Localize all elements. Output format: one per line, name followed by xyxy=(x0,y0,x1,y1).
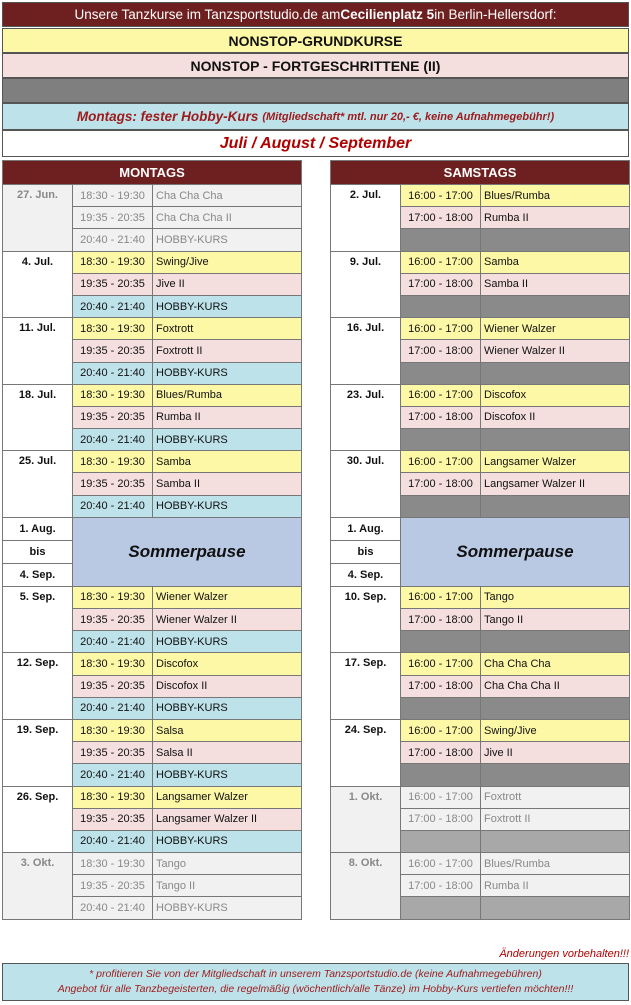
samstags-course: Samba II xyxy=(481,273,630,295)
samstags-time: 16:00 - 17:00 xyxy=(401,853,481,875)
samstags-course: Discofox xyxy=(481,384,630,406)
samstags-row xyxy=(331,384,630,406)
samstags-row xyxy=(331,653,630,675)
montags-course: HOBBY-KURS xyxy=(153,830,302,852)
montags-course: Langsamer Walzer II xyxy=(153,808,302,830)
montags-course: Tango II xyxy=(153,875,302,897)
montags-pause-date: bis xyxy=(3,540,73,563)
samstags-course: Samba xyxy=(481,251,630,273)
montags-course: Langsamer Walzer xyxy=(153,786,302,808)
samstags-course: Rumba II xyxy=(481,207,630,229)
samstags-time: 16:00 - 17:00 xyxy=(401,251,481,273)
samstags-sommerpause: Sommerpause xyxy=(401,517,630,586)
samstags-course: Foxtrott xyxy=(481,786,630,808)
samstags-heading: SAMSTAGS xyxy=(331,161,630,185)
title-post: in Berlin-Hellersdorf: xyxy=(434,7,557,22)
samstags-table xyxy=(330,160,630,920)
montags-course: Cha Cha Cha xyxy=(153,185,302,207)
montags-time: 19:35 - 20:35 xyxy=(73,742,153,764)
montags-row xyxy=(3,719,302,741)
samstags-course: Swing/Jive xyxy=(481,719,630,741)
montags-row xyxy=(3,318,302,340)
samstags-course xyxy=(481,295,630,317)
montags-course: HOBBY-KURS xyxy=(153,764,302,786)
fortgeschrittene-banner: NONSTOP - FORTGESCHRITTENE (II) xyxy=(2,53,629,78)
samstags-course xyxy=(481,229,630,251)
samstags-time: 16:00 - 17:00 xyxy=(401,586,481,608)
samstags-time xyxy=(401,631,481,653)
page-title xyxy=(2,2,629,27)
samstags-course xyxy=(481,764,630,786)
montags-time: 18:30 - 19:30 xyxy=(73,653,153,675)
montags-row xyxy=(3,451,302,473)
montags-time: 18:30 - 19:30 xyxy=(73,786,153,808)
samstags-course: Cha Cha Cha II xyxy=(481,675,630,697)
montags-heading: MONTAGS xyxy=(3,161,302,185)
montags-row xyxy=(3,786,302,808)
montags-course: Swing/Jive xyxy=(153,251,302,273)
samstags-course xyxy=(481,429,630,451)
samstags-time: 17:00 - 18:00 xyxy=(401,406,481,428)
samstags-time xyxy=(401,897,481,919)
montags-course: HOBBY-KURS xyxy=(153,229,302,251)
montags-course: Samba II xyxy=(153,473,302,495)
montags-row xyxy=(3,251,302,273)
montags-row xyxy=(3,586,302,608)
samstags-course: Wiener Walzer xyxy=(481,318,630,340)
montags-date: 25. Jul. xyxy=(3,451,73,518)
samstags-time: 16:00 - 17:00 xyxy=(401,185,481,207)
samstags-time xyxy=(401,495,481,517)
samstags-time: 17:00 - 18:00 xyxy=(401,207,481,229)
montags-time: 20:40 - 21:40 xyxy=(73,764,153,786)
montags-time: 19:35 - 20:35 xyxy=(73,609,153,631)
samstags-pause-date: bis xyxy=(331,540,401,563)
samstags-time xyxy=(401,764,481,786)
montags-course: Blues/Rumba xyxy=(153,384,302,406)
samstags-date: 1. Okt. xyxy=(331,786,401,853)
montags-course: Rumba II xyxy=(153,406,302,428)
hobby-detail: (Mitgliedschaft* mtl. nur 20,- €, keine Aufnahmegebühr!) xyxy=(262,110,555,123)
samstags-course: Wiener Walzer II xyxy=(481,340,630,362)
samstags-course: Langsamer Walzer xyxy=(481,451,630,473)
montags-time: 20:40 - 21:40 xyxy=(73,697,153,719)
montags-row xyxy=(3,384,302,406)
montags-course: Foxtrott xyxy=(153,318,302,340)
samstags-course xyxy=(481,897,630,919)
montags-course: HOBBY-KURS xyxy=(153,631,302,653)
montags-course: HOBBY-KURS xyxy=(153,295,302,317)
samstags-course xyxy=(481,495,630,517)
montags-time: 18:30 - 19:30 xyxy=(73,451,153,473)
montags-time: 20:40 - 21:40 xyxy=(73,429,153,451)
samstags-course: Blues/Rumba xyxy=(481,853,630,875)
montags-sommerpause: Sommerpause xyxy=(73,517,302,586)
montags-time: 20:40 - 21:40 xyxy=(73,362,153,384)
montags-time: 19:35 - 20:35 xyxy=(73,808,153,830)
samstags-date: 9. Jul. xyxy=(331,251,401,318)
samstags-time: 17:00 - 18:00 xyxy=(401,742,481,764)
montags-row xyxy=(3,185,302,207)
montags-time: 19:35 - 20:35 xyxy=(73,340,153,362)
montags-course: HOBBY-KURS xyxy=(153,897,302,919)
samstags-time: 17:00 - 18:00 xyxy=(401,609,481,631)
montags-time: 18:30 - 19:30 xyxy=(73,185,153,207)
montags-time: 19:35 - 20:35 xyxy=(73,675,153,697)
montags-course: Jive II xyxy=(153,273,302,295)
montags-time: 20:40 - 21:40 xyxy=(73,295,153,317)
montags-date: 19. Sep. xyxy=(3,719,73,786)
samstags-time: 17:00 - 18:00 xyxy=(401,273,481,295)
samstags-course: Foxtrott II xyxy=(481,808,630,830)
montags-time: 18:30 - 19:30 xyxy=(73,586,153,608)
montags-time: 19:35 - 20:35 xyxy=(73,207,153,229)
samstags-pause-date: 4. Sep. xyxy=(331,563,401,586)
samstags-row xyxy=(331,185,630,207)
montags-time: 20:40 - 21:40 xyxy=(73,495,153,517)
samstags-time xyxy=(401,429,481,451)
samstags-course: Tango II xyxy=(481,609,630,631)
montags-course: Salsa xyxy=(153,719,302,741)
samstags-row xyxy=(331,517,630,540)
samstags-time: 16:00 - 17:00 xyxy=(401,653,481,675)
samstags-row xyxy=(331,853,630,875)
samstags-time: 17:00 - 18:00 xyxy=(401,808,481,830)
samstags-row xyxy=(331,586,630,608)
membership-footer xyxy=(2,963,629,1001)
samstags-time xyxy=(401,229,481,251)
montags-row xyxy=(3,517,302,540)
footer-line-2: Angebot für alle Tanzbegeisterten, die regelmäßig (wöchentlich/alle Tänze) im Hobby-Kurs vertiefen möchten!!! xyxy=(57,983,574,995)
montags-course: Discofox II xyxy=(153,675,302,697)
samstags-course: Discofox II xyxy=(481,406,630,428)
montags-course: HOBBY-KURS xyxy=(153,362,302,384)
montags-course: Samba xyxy=(153,451,302,473)
montags-row xyxy=(3,653,302,675)
montags-course: Discofox xyxy=(153,653,302,675)
montags-course: Wiener Walzer xyxy=(153,586,302,608)
changes-note: Änderungen vorbehalten!!! xyxy=(499,948,629,960)
samstags-course: Tango xyxy=(481,586,630,608)
montags-course: HOBBY-KURS xyxy=(153,495,302,517)
montags-date: 5. Sep. xyxy=(3,586,73,653)
samstags-time xyxy=(401,362,481,384)
samstags-row xyxy=(331,318,630,340)
samstags-row xyxy=(331,451,630,473)
samstags-time: 16:00 - 17:00 xyxy=(401,786,481,808)
montags-time: 18:30 - 19:30 xyxy=(73,719,153,741)
montags-date: 27. Jun. xyxy=(3,185,73,252)
samstags-time: 16:00 - 17:00 xyxy=(401,451,481,473)
montags-date: 4. Jul. xyxy=(3,251,73,318)
montags-course: Salsa II xyxy=(153,742,302,764)
title-address: Cecilienplatz 5 xyxy=(340,7,435,22)
montags-time: 19:35 - 20:35 xyxy=(73,875,153,897)
footer-line-1: * profitieren Sie von der Mitgliedschaft in unserem Tanzsportstudio.de (keine Aufnahmegebühren) xyxy=(89,968,542,980)
samstags-date: 17. Sep. xyxy=(331,653,401,720)
samstags-time xyxy=(401,830,481,852)
montags-time: 18:30 - 19:30 xyxy=(73,384,153,406)
montags-time: 20:40 - 21:40 xyxy=(73,631,153,653)
title-pre: Unsere Tanzkurse im Tanzsportstudio.de am xyxy=(74,7,341,22)
montags-date: 26. Sep. xyxy=(3,786,73,853)
samstags-row xyxy=(331,251,630,273)
montags-time: 20:40 - 21:40 xyxy=(73,897,153,919)
montags-date: 18. Jul. xyxy=(3,384,73,451)
samstags-course: Blues/Rumba xyxy=(481,185,630,207)
montags-course: HOBBY-KURS xyxy=(153,429,302,451)
samstags-time: 17:00 - 18:00 xyxy=(401,340,481,362)
samstags-course xyxy=(481,830,630,852)
montags-date: 12. Sep. xyxy=(3,653,73,720)
samstags-course: Cha Cha Cha xyxy=(481,653,630,675)
samstags-date: 23. Jul. xyxy=(331,384,401,451)
samstags-time xyxy=(401,697,481,719)
hobby-banner xyxy=(2,103,629,130)
montags-time: 20:40 - 21:40 xyxy=(73,830,153,852)
samstags-course xyxy=(481,362,630,384)
samstags-date: 30. Jul. xyxy=(331,451,401,518)
montags-time: 19:35 - 20:35 xyxy=(73,473,153,495)
montags-time: 19:35 - 20:35 xyxy=(73,273,153,295)
samstags-time: 16:00 - 17:00 xyxy=(401,384,481,406)
samstags-date: 2. Jul. xyxy=(331,185,401,252)
samstags-time xyxy=(401,295,481,317)
montags-time: 20:40 - 21:40 xyxy=(73,229,153,251)
samstags-course: Jive II xyxy=(481,742,630,764)
montags-time: 18:30 - 19:30 xyxy=(73,251,153,273)
samstags-date: 16. Jul. xyxy=(331,318,401,385)
samstags-pause-date: 1. Aug. xyxy=(331,517,401,540)
montags-course: Wiener Walzer II xyxy=(153,609,302,631)
samstags-date: 10. Sep. xyxy=(331,586,401,653)
samstags-course: Langsamer Walzer II xyxy=(481,473,630,495)
montags-course: Tango xyxy=(153,853,302,875)
samstags-time: 17:00 - 18:00 xyxy=(401,675,481,697)
montags-course: Cha Cha Cha II xyxy=(153,207,302,229)
montags-time: 19:35 - 20:35 xyxy=(73,406,153,428)
samstags-course: Rumba II xyxy=(481,875,630,897)
samstags-row xyxy=(331,719,630,741)
montags-row xyxy=(3,853,302,875)
samstags-course xyxy=(481,631,630,653)
montags-date: 11. Jul. xyxy=(3,318,73,385)
montags-date: 3. Okt. xyxy=(3,853,73,920)
samstags-time: 17:00 - 18:00 xyxy=(401,473,481,495)
samstags-date: 24. Sep. xyxy=(331,719,401,786)
montags-pause-date: 4. Sep. xyxy=(3,563,73,586)
montags-time: 18:30 - 19:30 xyxy=(73,853,153,875)
montags-pause-date: 1. Aug. xyxy=(3,517,73,540)
samstags-time: 16:00 - 17:00 xyxy=(401,719,481,741)
grundkurse-banner: NONSTOP-GRUNDKURSE xyxy=(2,28,629,53)
hobby-main: Montags: fester Hobby-Kurs xyxy=(76,109,259,124)
montags-time: 18:30 - 19:30 xyxy=(73,318,153,340)
months-banner: Juli / August / September xyxy=(2,130,629,157)
montags-table xyxy=(2,160,302,920)
samstags-row xyxy=(331,786,630,808)
samstags-course xyxy=(481,697,630,719)
montags-course: Foxtrott II xyxy=(153,340,302,362)
spacer-band xyxy=(2,78,629,103)
samstags-time: 17:00 - 18:00 xyxy=(401,875,481,897)
montags-course: HOBBY-KURS xyxy=(153,697,302,719)
samstags-time: 16:00 - 17:00 xyxy=(401,318,481,340)
samstags-date: 8. Okt. xyxy=(331,853,401,920)
